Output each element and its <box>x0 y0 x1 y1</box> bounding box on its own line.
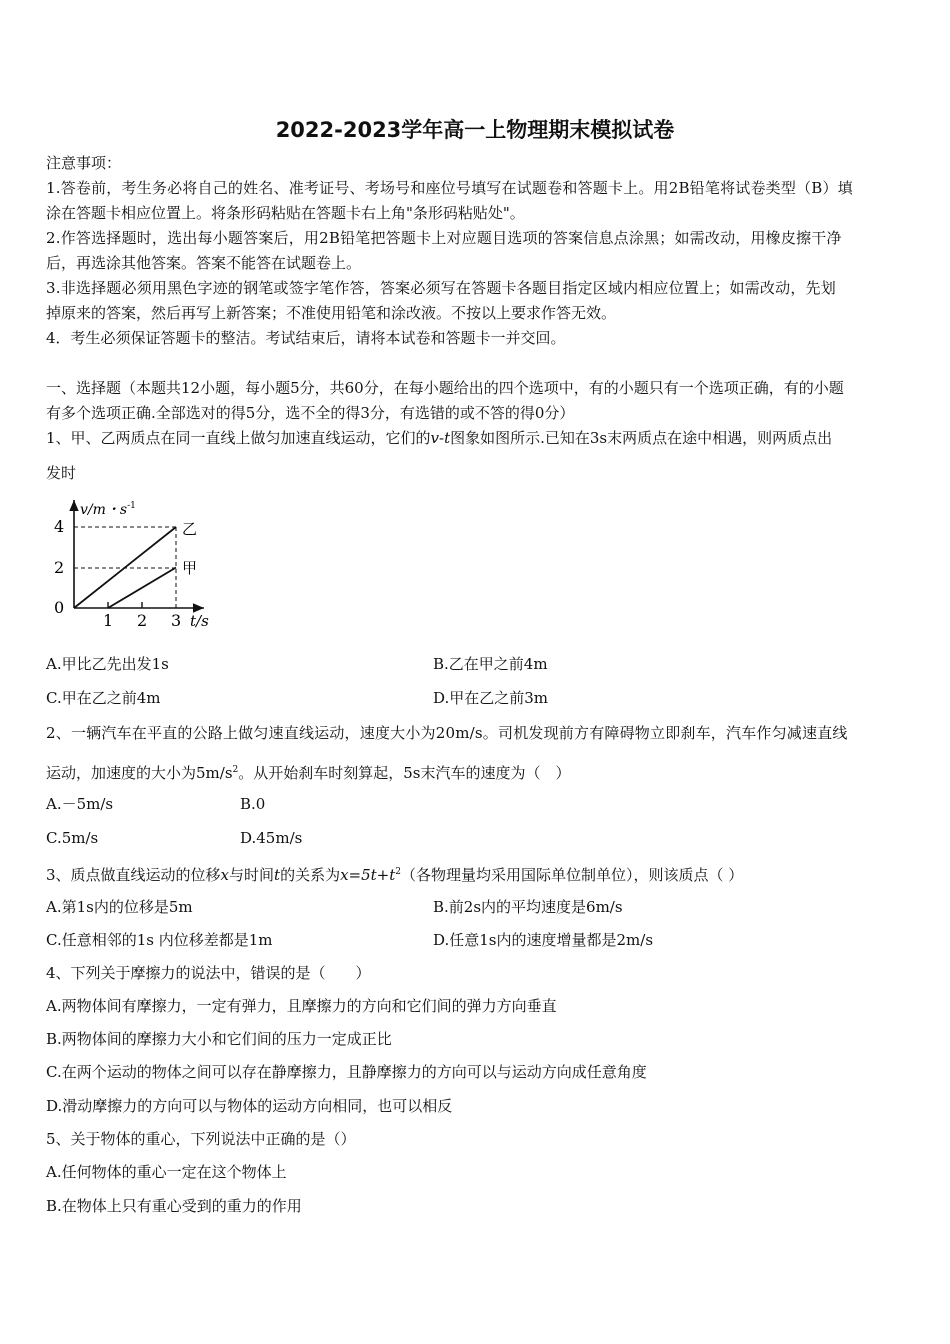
q2-option-d: D.45m/s <box>240 829 303 847</box>
x-tick-label: 2 <box>137 611 148 630</box>
notice-item: 2.作答选择题时，选出每小题答案后，用2B铅笔把答题卡上对应题目选项的答案信息点涂黑；如需改动，用橡皮擦干净 <box>46 229 842 247</box>
y-axis-label-text: v/m・s <box>80 502 128 518</box>
question-3-stem <box>46 862 743 885</box>
q4-option-a: A.两物体间有摩擦力，一定有弹力，且摩擦力的方向和它们间的弹力方向垂直 <box>46 997 557 1015</box>
q4-option-c: C.在两个运动的物体之间可以存在静摩擦力，且静摩擦力的方向可以与运动方向成任意角度 <box>46 1063 647 1081</box>
q1-option-a: A.甲比乙先出发1s <box>46 655 169 673</box>
q3-option-b: B.前2s内的平均速度是6m/s <box>433 898 623 916</box>
q1-option-c: C.甲在乙之前4m <box>46 689 161 707</box>
question-5-stem: 5、关于物体的重心，下列说法中正确的是（） <box>46 1130 356 1148</box>
question-1-stem <box>46 428 832 448</box>
notice-item: 4．考生必须保证答题卡的整洁。考试结束后，请将本试卷和答题卡一并交回。 <box>46 329 566 347</box>
series-label-jia: 甲 <box>182 559 198 577</box>
x-axis-label: t/s <box>190 612 209 630</box>
notice-item: 后，再选涂其他答案。答案不能答在试题卷上。 <box>46 254 362 272</box>
q1-stem-part: 图象如图所示.已知在3s末两质点在途中相遇，则两质点出 <box>450 429 833 447</box>
q1-stem-part: 1、甲、乙两质点在同一直线上做匀加速直线运动，它们的 <box>46 429 431 447</box>
vt-graph <box>44 494 224 634</box>
q3-formula-exponent: 2 <box>395 867 402 877</box>
q1-vt-symbol: v-t <box>430 429 451 447</box>
q3-option-d: D.任意1s内的速度增量都是2m/s <box>433 931 654 949</box>
question-2-stem: 2、一辆汽车在平直的公路上做匀速直线运动，速度大小为20m/s。司机发现前方有障碍物立即刹车，汽车作匀减速直线 <box>46 724 848 742</box>
q5-option-b: B.在物体上只有重心受到的重力的作用 <box>46 1197 302 1215</box>
q1-option-b: B.乙在甲之前4m <box>433 655 548 673</box>
q2-option-c: C.5m/s <box>46 829 99 847</box>
notice-heading: 注意事项： <box>46 154 122 172</box>
q4-option-d: D.滑动摩擦力的方向可以与物体的运动方向相同，也可以相反 <box>46 1097 453 1115</box>
q3-stem-part: 与时间 <box>229 866 275 884</box>
notice-item: 涂在答题卡相应位置上。将条形码粘贴在答题卡右上角"条形码粘贴处"。 <box>46 204 525 222</box>
q1-option-d: D.甲在乙之前3m <box>433 689 549 707</box>
question-4-stem: 4、下列关于摩擦力的说法中，错误的是（ ） <box>46 964 371 982</box>
q5-option-a: A.任何物体的重心一定在这个物体上 <box>46 1163 287 1181</box>
question-1-stem-cont: 发时 <box>46 464 77 482</box>
q3-option-a: A.第1s内的位移是5m <box>46 898 193 916</box>
question-2-stem-cont <box>46 760 571 783</box>
q3-var-x: x <box>220 866 230 884</box>
q3-option-c: C.任意相邻的1s 内位移差都是1m <box>46 931 273 949</box>
y-tick-label: 0 <box>54 598 65 617</box>
q3-stem-part: 的关系为 <box>280 866 341 884</box>
q2-stem-part: 运动，加速度的大小为5m/s <box>46 764 233 782</box>
q2-option-a: A.－5m/s <box>46 795 114 813</box>
q3-var-t: t <box>274 866 281 884</box>
y-tick-label: 4 <box>54 517 65 536</box>
y-tick-label: 2 <box>54 558 65 577</box>
x-tick-label: 3 <box>171 611 182 630</box>
series-label-yi: 乙 <box>182 520 198 538</box>
section-heading: 一、选择题（本题共12小题，每小题5分，共60分，在每小题给出的四个选项中，有的小题只有一个选项正确，有的小题 <box>46 379 844 397</box>
page-title: 2022-2023学年高一上物理期末模拟试卷 <box>275 118 675 142</box>
q2-option-b: B.0 <box>240 795 266 813</box>
section-heading-cont: 有多个选项正确.全部选对的得5分，选不全的得3分，有选错的或不答的得0分） <box>46 404 575 422</box>
q3-formula: x=5t+t <box>340 866 396 884</box>
x-tick-label: 1 <box>103 611 114 630</box>
q4-option-b: B.两物体间的摩擦力大小和它们间的压力一定成正比 <box>46 1030 392 1048</box>
y-axis-label <box>80 501 136 518</box>
notice-item: 掉原来的答案，然后再写上新答案；不准使用铅笔和涂改液。不按以上要求作答无效。 <box>46 304 617 322</box>
notice-item: 3.非选择题必须用黑色字迹的钢笔或签字笔作答，答案必须写在答题卡各题目指定区域内相应位置上；如需改动，先划 <box>46 279 836 297</box>
q2-exponent: 2 <box>232 765 239 775</box>
q3-stem-part: 3、质点做直线运动的位移 <box>46 866 221 884</box>
q3-stem-part: （各物理量均采用国际单位制单位），则该质点（ ） <box>401 866 744 884</box>
y-axis-label-sup: -1 <box>127 501 136 511</box>
notice-item: 1.答卷前，考生务必将自己的姓名、准考证号、考场号和座位号填写在试题卷和答题卡上。用2B铅笔将试卷类型（B）填 <box>46 179 853 197</box>
q2-stem-part: 。从开始刹车时刻算起，5s末汽车的速度为（ ） <box>238 764 571 782</box>
